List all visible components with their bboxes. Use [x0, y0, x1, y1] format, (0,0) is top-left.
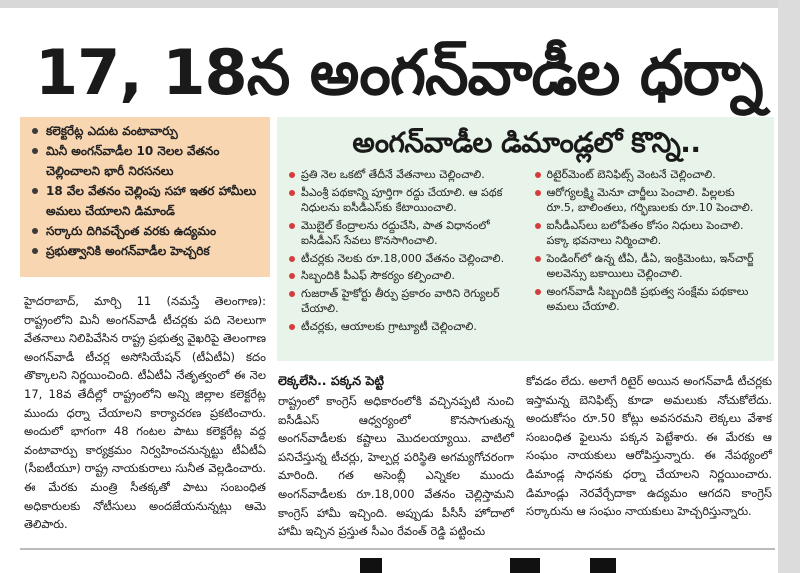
demand-item: టీచర్లకు నెలకు రూ.18,000 వేతనం చెల్లించాలి. — [287, 251, 521, 267]
demands-right-list — [533, 167, 767, 336]
demand-item: టీచర్లకు, ఆయాలకు గ్రాట్యూటీ చెల్లించాలి. — [287, 319, 521, 335]
highlight-item: 18 వేల వేతనం చెల్లింపు సహా ఇతర హామీలు అమలు చేయాలని డిమాండ్ — [30, 181, 262, 221]
highlight-item: మినీ అంగన్‌వాడీల 10 నెలల వేతనం చెల్లించాలని భారీ నిరసనలు — [30, 141, 262, 181]
next-headline-fragment — [360, 558, 680, 573]
demands-title: అంగన్‌వాడీల డిమాండ్లలో కొన్ని.. — [352, 126, 701, 159]
highlight-item: సర్కారు దిగివచ్చేంత వరకు ఉద్యమం — [30, 221, 262, 241]
article-column-3: కోవడం లేదు. అలాగే రిటైర్ అయిన అంగన్‌వాడీ టీచర్లకు ఇస్తామన్న బెనిఫిట్స్ కూడా అమలుకు నోచుకోలేదు. అందుకోసం రూ.50 కోట్లు అవసరమని లెక్కలు వేశాక సంబంధిత ఫైలును పక్కన పెట్టేశారు. ఈ మేరకు ఆ సంఘం నాయకులు ఆరోపిస్తున్నారు. ఈ నేపథ్యంలో డిమాండ్ల సాధనకు ధర్నా చేయాలని నిర్ణయించారు. డిమాండ్లు నెరవేర్చేదాకా ఉద్యమం ఆగదని కాంగ్రెస్ సర్కారును ఆ సంఘం నాయకులు హెచ్చరిస్తున్నారు. — [526, 374, 772, 519]
highlights-box — [20, 117, 270, 277]
highlight-item: ప్రభుత్వానికి అంగన్‌వాడీల హెచ్చరిక — [30, 241, 262, 261]
demand-item: గుజరాత్ హైకోర్టు తీర్పు ప్రకారం వారిని రెగ్యులర్ చేయాలి. — [287, 286, 521, 317]
page-right-edge — [778, 0, 800, 573]
headline: 17, 18న అంగన్‌వాడీల ధర్నా — [35, 36, 763, 109]
bottom-divider — [20, 548, 775, 550]
demand-item: సిబ్బందికి పీఎఫ్ సౌకర్యం కల్పించాలి. — [287, 268, 521, 284]
demand-item: పీఎంశ్రీ పథకాన్ని పూర్తిగా రద్దు చేయాలి. ఆ పథక నిధులను ఐసీడీఎస్‌కు కేటాయించాలి. — [287, 185, 521, 216]
article-subheading: లెక్కలేసి.. పక్కన పెట్టి — [278, 373, 385, 388]
article-column-1: హైదరాబాద్, మార్చి 11 (నమస్తే తెలంగాణ): రాష్ట్రంలోని మినీ అంగన్‌వాడీ టీచర్లకు పది నెలలుగా వేతనాలు నిలిపివేసిన రాష్ట్ర ప్రభుత్వ వైఖరిపై తెలంగాణ అంగన్‌వాడీ టీచర్ల అసోసియేషన్ (టీఏటీఏ) కదం తొక్కాలని నిర్ణయించింది. టీఏటీఏ నేతృత్వంలో ఈ నెల 17, 18వ తేదీల్లో రాష్ట్రంలోని అన్ని జిల్లాల కలెక్టరేట్ల ముందు ధర్నా చేయాలని కార్యాచరణ ప్రకటించారు. అందులో భాగంగా 48 గంటల పాటు కలెక్టరేట్ల వద్ద వంటావార్పు కార్యక్రమం నిర్వహించనున్నట్టు టీఏటీఏ (సీఐటీయూ) రాష్ట్ర నాయకురాలు సునీత వెల్లడించారు. ఈ మేరకు మంత్రి సీతక్కతో పాటు సంబంధిత అధికారులకు నోటీసులు అందజేయనున్నట్లు ఆమె తెలిపారు. — [24, 294, 266, 532]
demand-item: ఆరోగ్యలక్ష్మి మెనూ చార్జీలు పెంచాలి. పిల్లలకు రూ.5, బాలింతలు, గర్భిణులకు రూ.10 పెంచాలి. — [533, 185, 767, 216]
demand-item: ఐసీడీఎస్‌లు బలోపేతం కోసం నిధులు పెంచాలి. పక్కా భవనాలు నిర్మించాలి. — [533, 218, 767, 249]
highlight-item: కలెక్టరేట్ల ఎదుట వంటావార్పు — [30, 121, 262, 141]
article-column-2 — [278, 372, 514, 541]
highlights-list — [30, 121, 262, 261]
demands-columns — [287, 167, 766, 336]
demand-item: ప్రతి నెల ఒకటో తేదీనే వేతనాలు చెల్లించాలి. — [287, 167, 521, 183]
demand-item: రిటైర్‌మెంట్ బెనిఫిట్స్ వెంటనే చెల్లించాలి. — [533, 167, 767, 183]
article-column-2-text: రాష్ట్రంలో కాంగ్రెస్ అధికారంలోకి వచ్చినప్పటి నుంచి ఐసీడీఎస్ ఆధ్వర్యంలో కొనసాగుతున్న అంగన్‌వాడీలకు కష్టాలు మొదలయ్యాయి. వాటిలో పనిచేస్తున్న టీచర్లు, హెల్పర్ల పరిస్థితి అగమ్యగోచరంగా మారింది. గత అసెంబ్లీ ఎన్నికల ముందు అంగన్‌వాడీలకు రూ.18,000 వేతనం చెల్లిస్తామని కాంగ్రెస్ హామీ ఇచ్చింది. అప్పుడు పీసీసీ హోదాలో హామీ ఇచ్చిన ప్రస్తుత సీఎం రేవంత్ రెడ్డి పట్టించు — [278, 394, 514, 539]
demand-item: పెండింగ్‌లో ఉన్న టీఏ, డీఏ, ఇంక్రిమెంటు, ఇన్‌చార్జ్ అలవెన్సు బకాయిలు చెల్లించాలి. — [533, 251, 767, 282]
demand-item: అంగన్‌వాడీ సిబ్బందికి ప్రభుత్వ సంక్షేమ పథకాలు అమలు చేయాలి. — [533, 284, 767, 315]
demands-left-list — [287, 167, 521, 336]
demands-box — [277, 117, 774, 361]
page-top-edge — [0, 0, 800, 8]
demand-item: మొబైల్ కేంద్రాలను రద్దుచేసి, పాత విధానంలో ఐసీడీఎస్ సేవలు కొనసాగించాలి. — [287, 218, 521, 249]
